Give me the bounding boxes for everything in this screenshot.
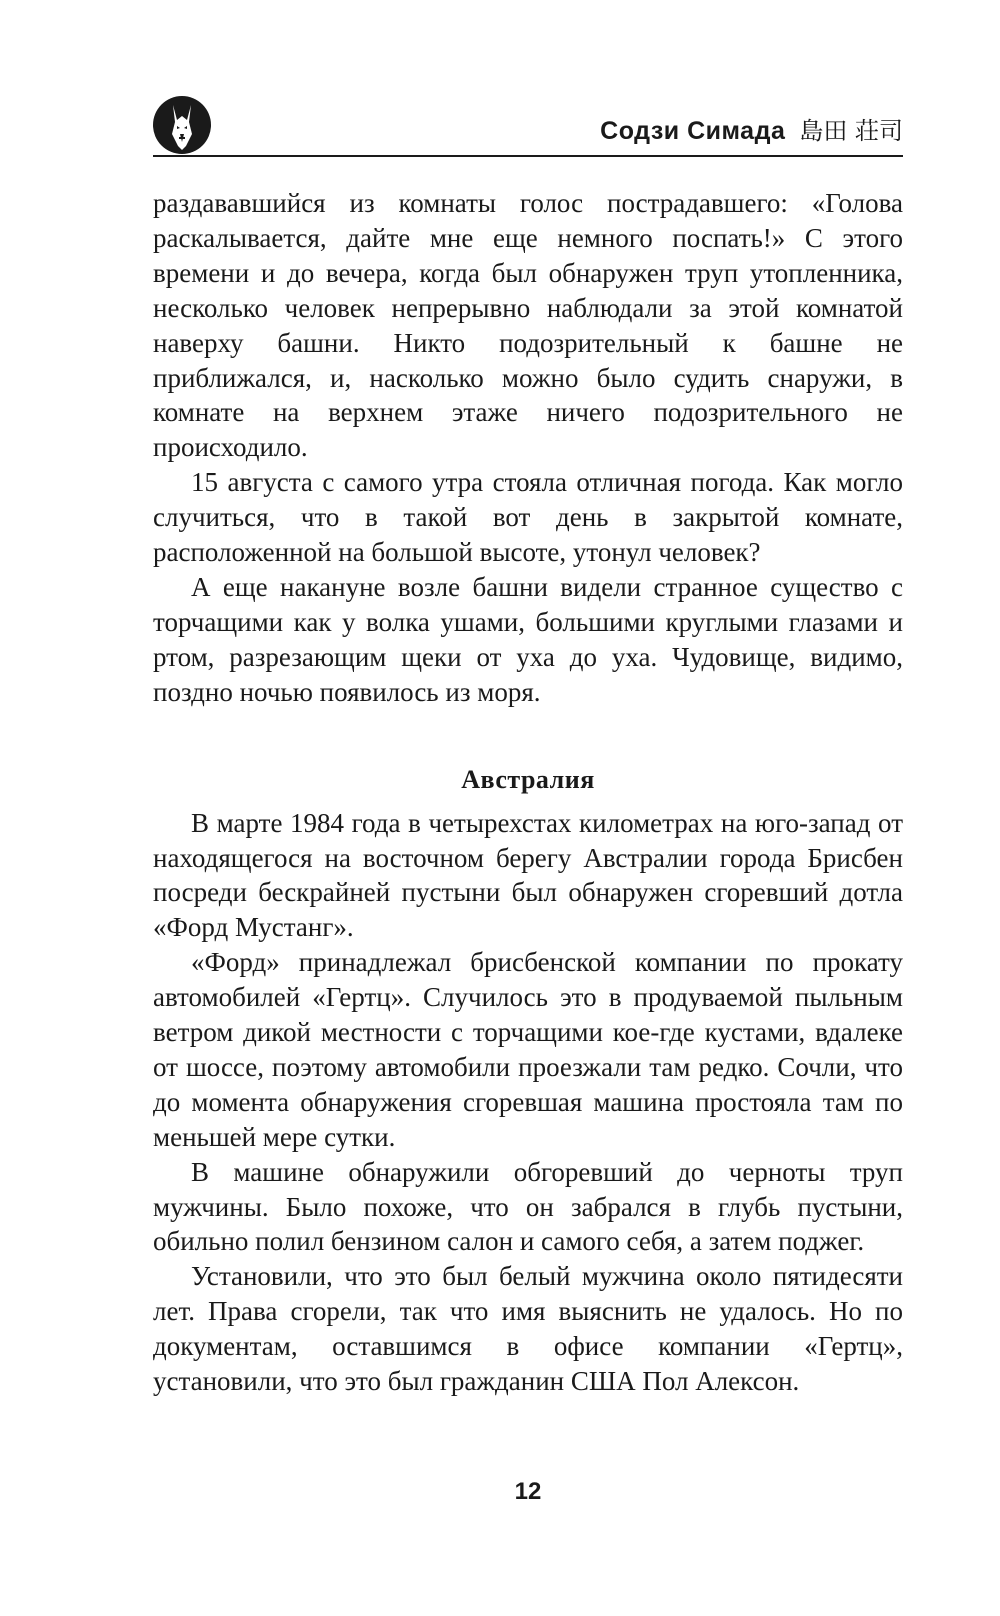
paragraph: В машине обнаружили обгоревший до черноты труп мужчины. Было похоже, что он забрался в глубь пустыни, обильно полил бензином салон и самого себя, а затем поджег. (153, 1156, 903, 1257)
anubis-head-icon (153, 96, 211, 154)
page-number: 12 (514, 1478, 542, 1505)
page-header (153, 92, 903, 160)
author-name-kanji: 島田 荘司 (799, 117, 903, 145)
paragraph: В марте 1984 года в четырехстах километрах на юго-запад от находящегося на восточном берегу Австралии города Брисбен посреди бескрайней пустыни был обнаружен сгоревший дотла «Форд Мустанг». (153, 807, 903, 943)
section-heading: Австралия (461, 764, 595, 794)
page-body (153, 186, 903, 1399)
running-head (600, 116, 903, 146)
paragraph: 15 августа с самого утра стояла отличная погода. Как могло случиться, что в такой вот день в закрытой комнате, расположенной на большой высоте, утонул человек? (153, 467, 903, 568)
header-divider (153, 155, 903, 157)
paragraph: А еще накануне возле башни видели странное существо с торчащими как у волка ушами, большими круглыми глазами и ртом, разрезающим щеки от уха до уха. Чудовище, видимо, поздно ночью появилось из моря. (153, 571, 903, 707)
paragraph: «Форд» принадлежал брисбенской компании по прокату автомобилей «Гертц». Случилось это в продуваемой пыльным ветром дикой местности с торчащими кое-где кустами, вдалеке от шоссе, поэтому автомобили проезжали там редко. Сочли, что до момента обнаружения сгоревшая машина простояла там по меньшей мере сутки. (153, 947, 903, 1152)
author-name: Содзи Симада (600, 117, 786, 145)
paragraph: Установили, что это был белый мужчина около пятидесяти лет. Права сгорели, так что имя выяснить не удалось. Но по документам, оставшимся в офисе компании «Гертц», установили, что это был гражданин США Пол Алексон. (153, 1261, 903, 1397)
paragraph: раздававшийся из комнаты голос пострадавшего: «Голова раскалывается, дайте мне еще немного поспать!» С этого времени и до вечера, когда был обнаружен труп утопленника, несколько человек непрерывно наблюдали за этой комнатой наверху башни. Никто подозрительный к башне не приближался, и, насколько можно было судить снаружи, в комнате на верхнем этаже ничего подозрительного не происходило. (153, 188, 903, 463)
